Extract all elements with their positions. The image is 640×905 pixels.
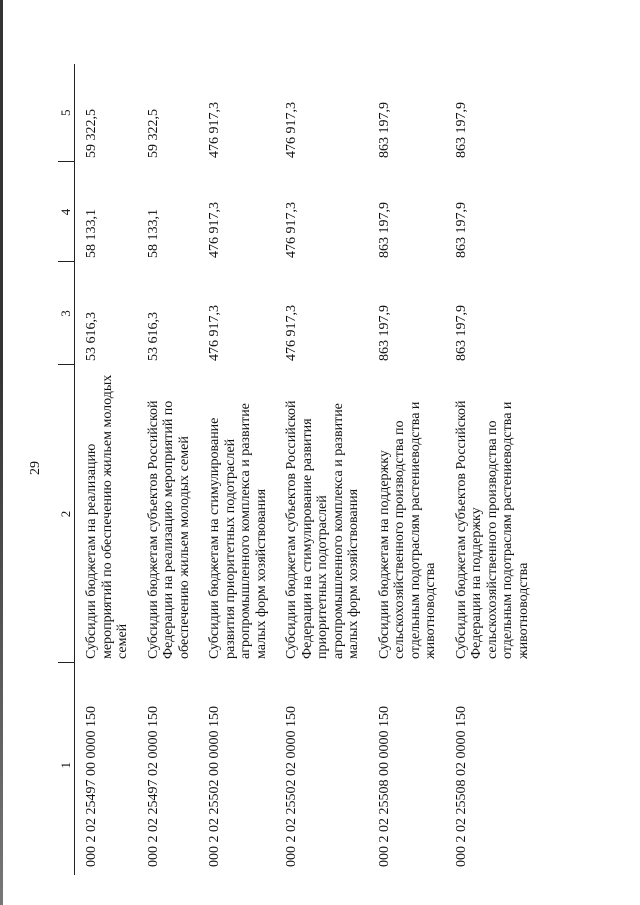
row-value-col4: 58 133,1 [145,209,161,258]
row-value-col3: 476 917,3 [207,305,222,361]
row-description: Субсидии бюджетам субъектов Российской Федерации на поддержку сельскохозяйственного производства по отдельным подотраслям растениеводства и животноводства [453,400,531,659]
row-code: 000 2 02 25508 02 0000 150 [453,706,469,867]
row-value-col5: 476 917,3 [207,102,222,158]
header-col-1: 1 [58,663,75,875]
budget-table [58,64,537,875]
row-value-col4: 476 917,3 [207,202,222,258]
row-value-col5: 59 322,5 [145,109,161,158]
row-description: Субсидии бюджетам субъектов Российской Федерации на реализацию мероприятий по обеспечению жильем молодых семей [145,400,192,659]
row-value-col4: 863 197,9 [376,202,392,258]
table-row [75,64,137,875]
header-row [58,64,75,875]
header-col-5: 5 [58,64,75,162]
row-description: Субсидии бюджетам на реализацию мероприятий по обеспечению жильем молодых семей [84,374,130,659]
row-value-col5: 59 322,5 [84,109,99,158]
row-code: 000 2 02 25502 00 0000 150 [207,706,222,867]
table-row [198,64,275,875]
row-code: 000 2 02 25502 02 0000 150 [284,706,299,867]
row-code: 000 2 02 25508 00 0000 150 [376,706,392,867]
table-row [275,64,368,875]
row-value-col5: 476 917,3 [284,102,299,158]
row-value-col5: 863 197,9 [453,102,469,158]
table-row [368,64,445,875]
row-description: Субсидии бюджетам на поддержку сельскохозяйственного производства по отдельным подотраслям растениеводства и животноводства [376,401,438,659]
row-description: Субсидии бюджетам на стимулирование развития приоритетных подотраслей агропромышленного комплекса и развитие малых форм хозяйствования [207,403,269,659]
row-value-col3: 863 197,9 [376,305,392,361]
row-value-col5: 863 197,9 [376,102,392,158]
row-value-col3: 53 616,3 [145,312,161,361]
header-col-4: 4 [58,162,75,262]
row-value-col4: 476 917,3 [284,202,299,258]
table-row [137,64,199,875]
row-value-col3: 476 917,3 [284,305,299,361]
row-description: Субсидии бюджетам субъектов Российской Федерации на стимулирование развития приоритетных подотраслей агропромышленного комплекса и развитие малых форм хозяйствования [284,400,361,659]
header-col-3: 3 [58,262,75,365]
table-row [445,64,538,875]
row-value-col3: 53 616,3 [84,312,99,361]
row-value-col4: 863 197,9 [453,202,469,258]
row-code: 000 2 02 25497 00 0000 150 [84,706,99,867]
header-col-2: 2 [58,365,75,663]
page-number: 29 [28,461,43,475]
row-value-col4: 58 133,1 [84,209,99,258]
row-value-col3: 863 197,9 [453,305,469,361]
row-code: 000 2 02 25497 02 0000 150 [145,706,161,867]
